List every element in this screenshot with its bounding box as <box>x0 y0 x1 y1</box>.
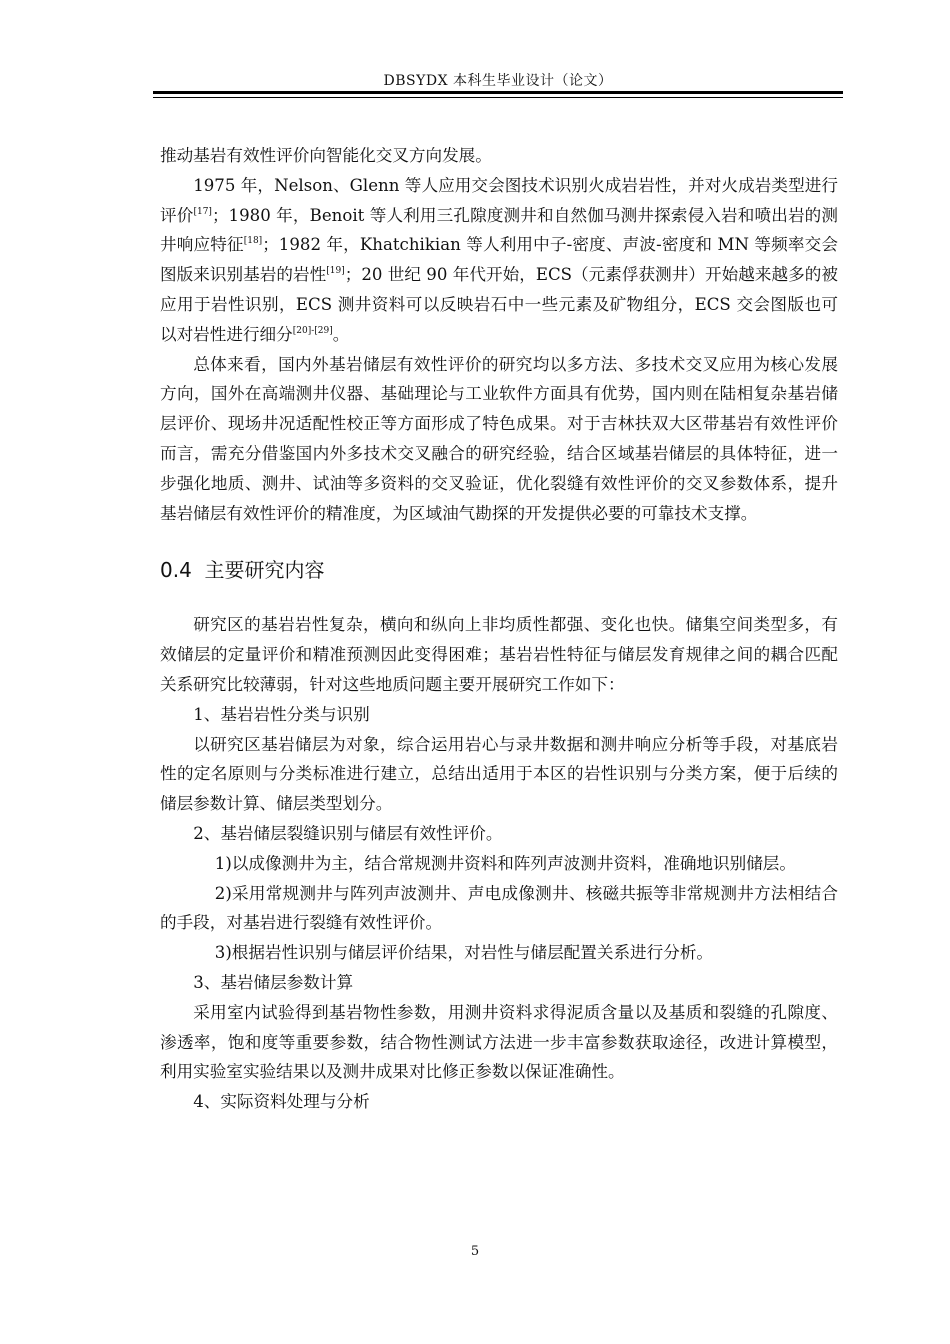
item-title: 3、基岩储层参数计算 <box>193 972 354 992</box>
item-title: 1、基岩岩性分类与识别 <box>193 704 370 724</box>
citation: [20]-[29] <box>292 325 333 336</box>
sub-item: 1)以成像测井为主，结合常规测井资料和阵列声波测井资料，准确地识别储层。 <box>214 853 796 873</box>
item-text: 以研究区基岩储层为对象，综合运用岩心与录井数据和测井响应分析等手段，对基底岩性的定名原则与分类标准进行建立，总结出适用于本区的岩性识别与分类方案，便于后续的储层参数计算、储层类型划分。 <box>160 734 838 814</box>
section-heading <box>160 555 838 585</box>
text-run: 1975 年，Nelson、Glenn 等人应用交会图技术识别火成岩岩性，并对火成岩类型进行评价 <box>160 175 838 225</box>
text-run: ；1980 年，Benoit 等人利用三孔隙度测井和自然伽马测井探索侵入岩和喷出岩的测井响应特征 <box>160 205 839 255</box>
text-run: ；20 世纪 90 年代开始，ECS（元素俘获测井）开始越来越多的被应用于岩性识别，ECS 测井资料可以反映岩石中一些元素及矿物组分，ECS 交会图版也可以对岩性进行细分 <box>160 265 839 344</box>
body-text <box>160 141 838 1117</box>
sub-item: 3)根据岩性识别与储层评价结果，对岩性与储层配置关系进行分析。 <box>214 943 714 963</box>
paragraph-summary: 总体来看，国内外基岩储层有效性评价的研究均以多方法、多技术交叉应用为核心发展方向，国外在高端测井仪器、基础理论与工业软件方面具有优势，国内则在陆相复杂基岩储层评价、现场井况适配性校正等方面形成了特色成果。对于吉林扶双大区带基岩有效性评价而言，需充分借鉴国内外多技术交叉融合的研究经验，结合区域基岩储层的具体特征，进一步强化地质、测井、试油等多资料的交叉验证，优化裂缝有效性评价的交叉参数体系，提升基岩储层有效性评价的精准度，为区域油气勘探的开发提供必要的可靠技术支撑。 <box>160 354 838 523</box>
text-run: 。 <box>332 324 350 344</box>
text-run: ；1982 年，Khatchikian 等人利用中子-密度、声波-密度和 MN 等频率交会图版来识别基岩的岩性 <box>160 235 838 285</box>
sub-item: 2)采用常规测井与阵列声波测井、声电成像测井、核磁共振等非常规测井方法相结合的手段，对基岩进行裂缝有效性评价。 <box>160 883 838 933</box>
citation: [18] <box>243 236 263 247</box>
item-title: 4、实际资料处理与分析 <box>193 1092 370 1112</box>
item-text: 采用室内试验得到基岩物性参数，用测井资料求得泥质含量以及基质和裂缝的孔隙度、渗透率，饱和度等重要参数，结合物性测试方法进一步丰富参数获取途径，改进计算模型，利用实验室实验结果以及测井成果对比修正参数以保证准确性。 <box>160 1002 838 1082</box>
citation: [19] <box>326 266 345 277</box>
header-rule-thin <box>153 97 843 98</box>
page-header: DBSYDX 本科生毕业设计（论文） <box>383 73 613 89</box>
paragraph-history <box>160 171 838 350</box>
header-rule-thick <box>153 91 843 94</box>
section-title: 主要研究内容 <box>204 558 325 583</box>
section-number: 0.4 <box>160 558 192 583</box>
citation: [17] <box>193 206 212 217</box>
section-intro: 研究区的基岩岩性复杂，横向和纵向上非均质性都强、变化也快。储集空间类型多，有效储层的定量评价和精准预测因此变得困难；基岩岩性特征与储层发育规律之间的耦合匹配关系研究比较薄弱，针对这些地质问题主要开展研究工作如下： <box>160 615 838 694</box>
item-title: 2、基岩储层裂缝识别与储层有效性评价。 <box>193 823 503 843</box>
page-number: 5 <box>470 1244 480 1259</box>
paragraph-continued: 推动基岩有效性评价向智能化交叉方向发展。 <box>160 146 492 165</box>
